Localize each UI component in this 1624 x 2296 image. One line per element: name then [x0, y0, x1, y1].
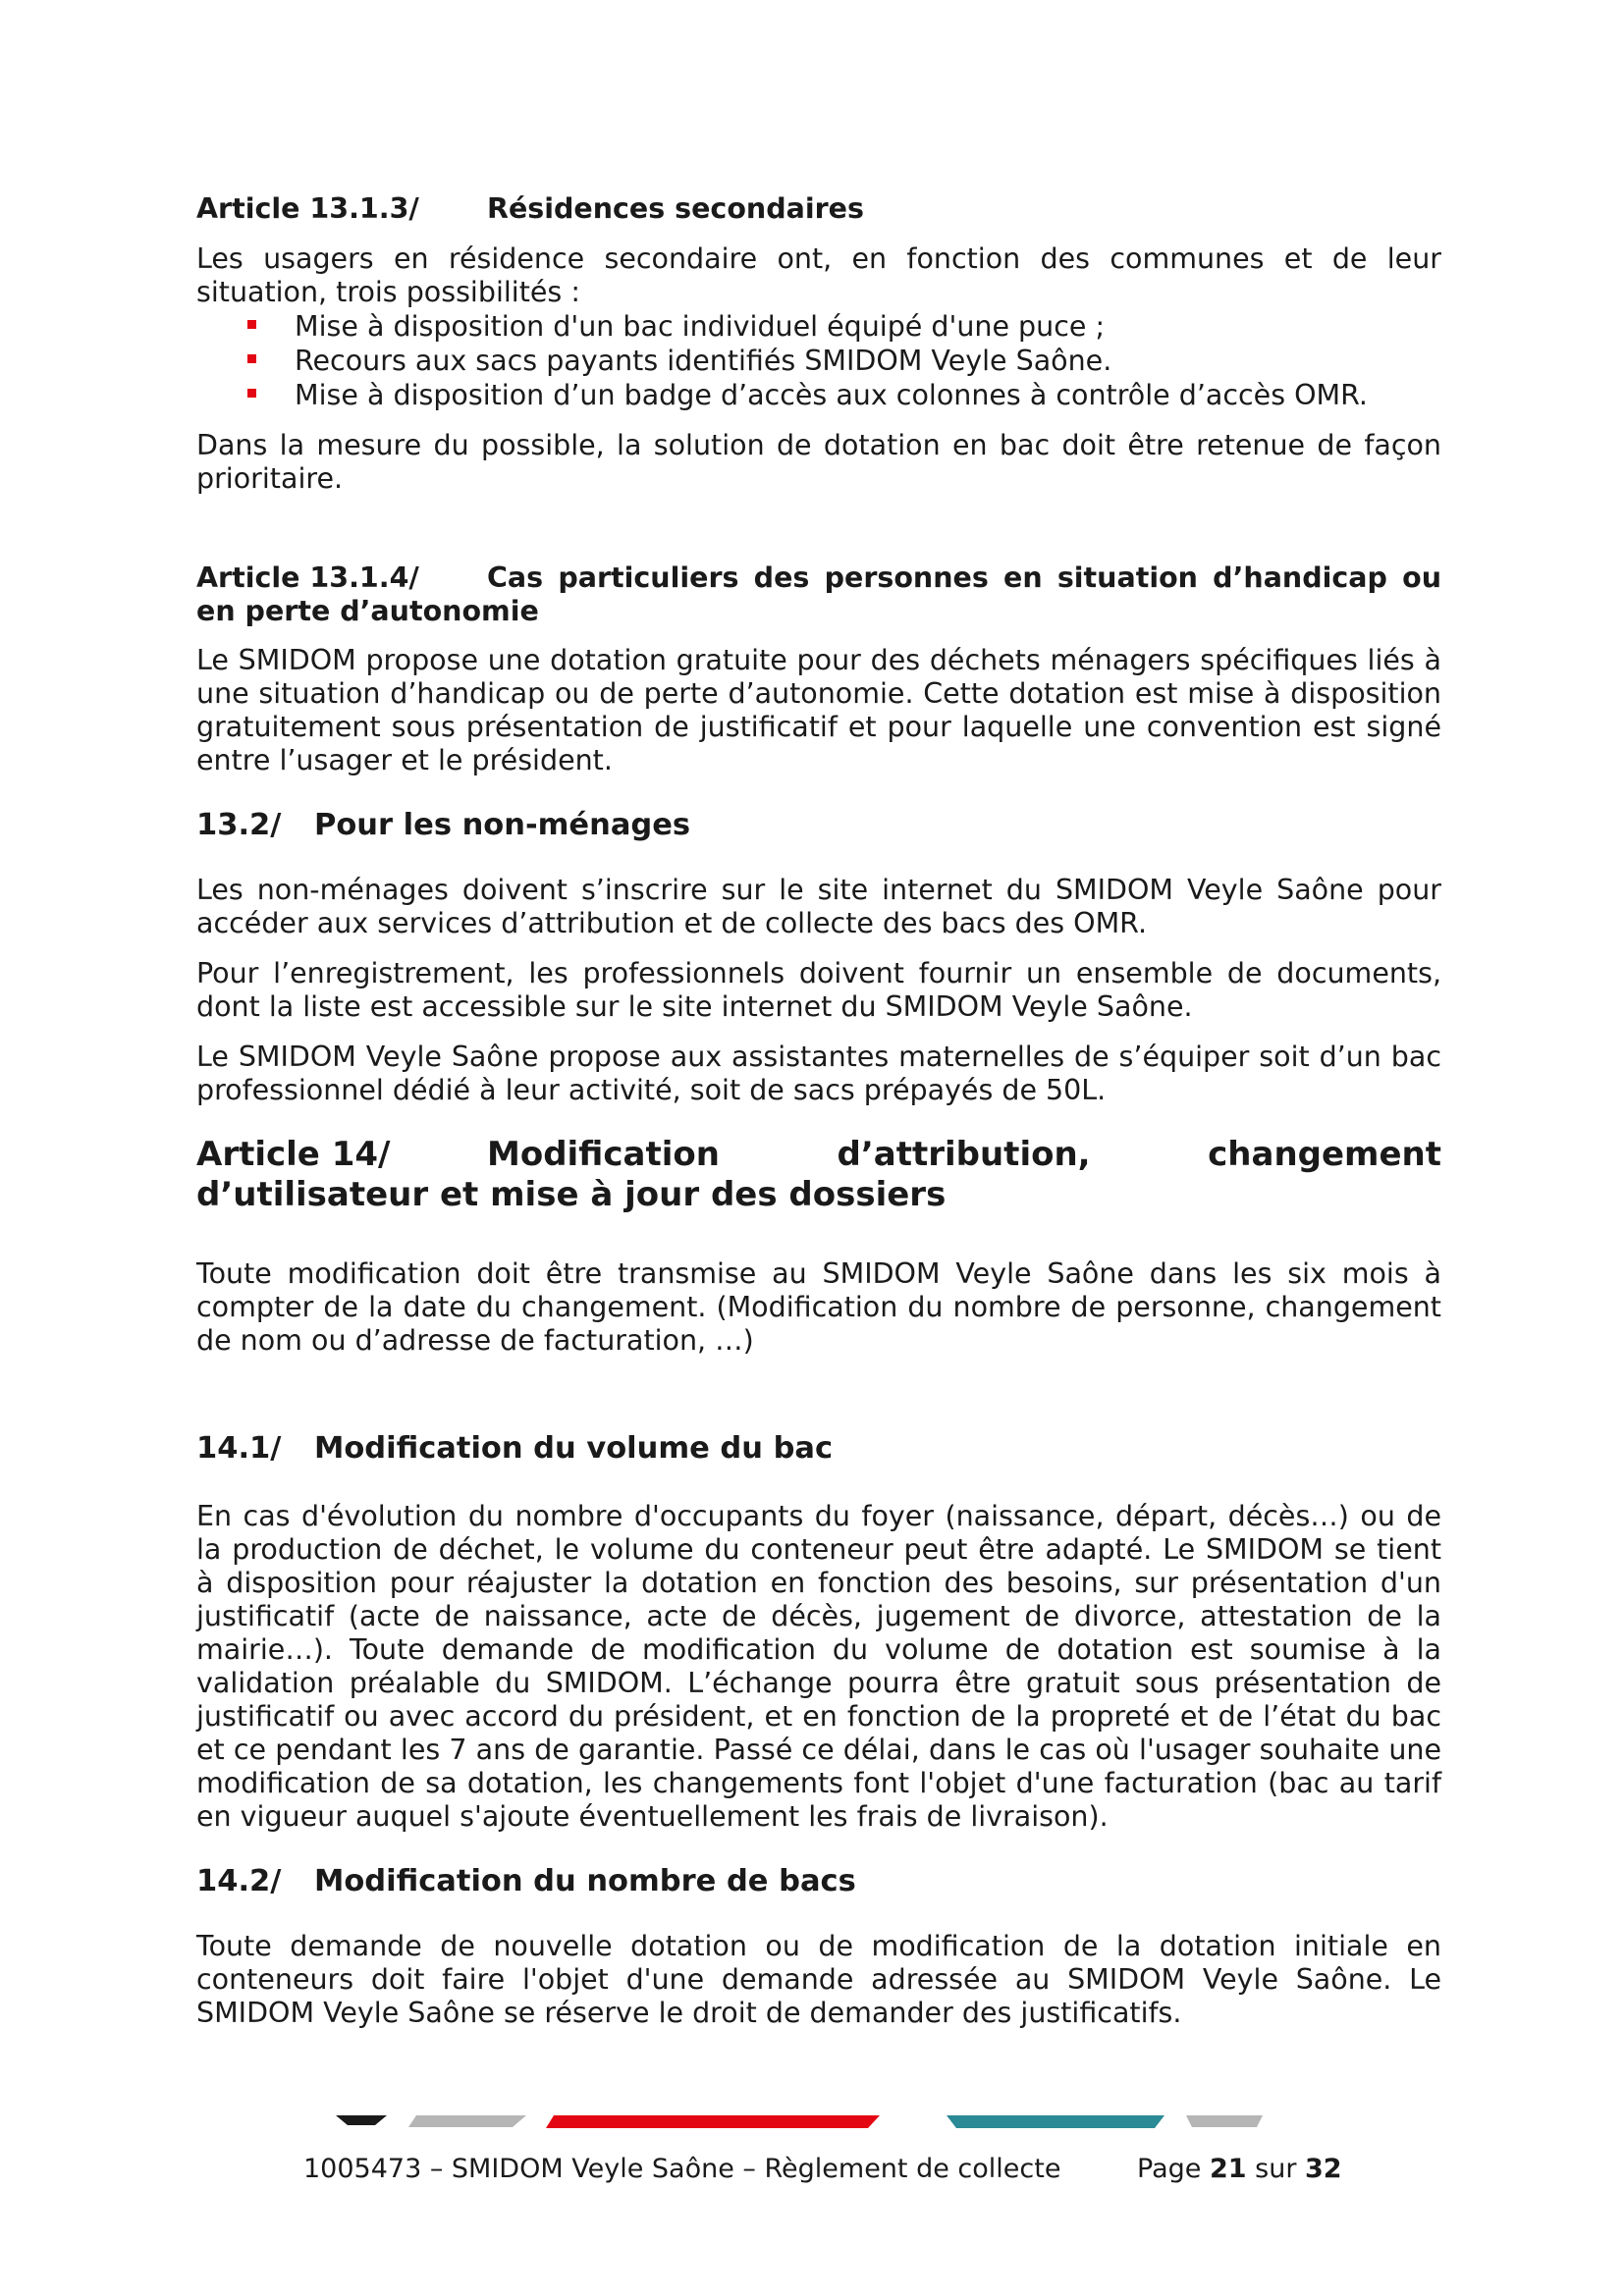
paragraph: Les usagers en résidence secondaire ont, en fonction des communes et de leur situation, trois possibilités : — [196, 242, 1441, 308]
paragraph: Le SMIDOM Veyle Saône propose aux assistantes maternelles de s’équiper soit d’un bac professionnel dédié à leur activité, soit de sacs prépayés de 50L. — [196, 1041, 1441, 1106]
section-number: 13.2/ — [196, 808, 282, 842]
footer-page-number: Page 21 sur 32 — [1137, 2154, 1342, 2184]
document-page — [196, 192, 1441, 2030]
paragraph: En cas d'évolution du nombre d'occupants du foyer (naissance, départ, décès…) ou de la production de déchet, le volume du conteneur peut être adapté. Le SMIDOM se tient à disposition pour réajuster la dotation en fonction des besoins, sur présentation d'un justificatif (acte de naissance, acte de décès, jugement de divorce, attestation de la mairie…). Toute demande de modification du volume de dotation est soumise à la validation préalable du SMIDOM. L’échange pourra être gratuit sous présentation de justificatif ou avec accord du président, et en fonction de la propreté et de l’état du bac et ce pendant les 7 ans de garantie. Passé ce délai, dans le cas où l'usager souhaite une modification de sa dotation, les changements font l'objet d'une facturation (bac au tarif en vigueur auquel s'ajoute éventuellement les frais de livraison). — [196, 1500, 1441, 1833]
paragraph: Le SMIDOM propose une dotation gratuite pour des déchets ménagers spécifiques liés à une situation d’handicap ou de perte d’autonomie. Cette dotation est mise à disposition gratuitement sous présentation de justificatif et pour laquelle une convention est signé entre l’usager et le président. — [196, 644, 1441, 776]
section-title: Modification du nombre de bacs — [314, 1864, 856, 1898]
footer-document-title: 1005473 – SMIDOM Veyle Saône – Règlement de collecte — [303, 2154, 1061, 2184]
article-13-1-4-heading — [196, 561, 1441, 628]
band-segment-teal — [947, 2115, 1164, 2128]
list-item: Recours aux sacs payants identifiés SMIDOM Veyle Saône. — [196, 344, 1441, 378]
section-13-2-heading — [196, 807, 1441, 844]
section-14-2-heading — [196, 1863, 1441, 1900]
section-14-1-heading — [196, 1430, 1441, 1468]
list-item: Mise à disposition d'un bac individuel équipé d'une puce ; — [196, 309, 1441, 344]
paragraph: Pour l’enregistrement, les professionnels doivent fournir un ensemble de documents, dont la liste est accessible sur le site internet du SMIDOM Veyle Saône. — [196, 957, 1441, 1023]
article-number: Article 13.1.4/ — [196, 561, 419, 594]
paragraph: Toute modification doit être transmise au SMIDOM Veyle Saône dans les six mois à compter de la date du changement. (Modification du nombre de personne, changement de nom ou d’adresse de facturation, …) — [196, 1257, 1441, 1357]
band-segment-black — [336, 2115, 387, 2125]
section-title: Modification du volume du bac — [314, 1431, 834, 1466]
square-bullet-icon — [247, 389, 256, 398]
bullet-list — [196, 309, 1441, 412]
section-number: 14.2/ — [196, 1864, 282, 1898]
section-title: Pour les non-ménages — [314, 808, 691, 842]
section-number: 14.1/ — [196, 1431, 282, 1466]
footer-color-band — [0, 2115, 1624, 2129]
paragraph: Dans la mesure du possible, la solution de dotation en bac doit être retenue de façon prioritaire. — [196, 429, 1441, 495]
list-item: Mise à disposition d’un badge d’accès aux colonnes à contrôle d’accès OMR. — [196, 378, 1441, 412]
article-number: Article 13.1.3/ — [196, 192, 419, 225]
band-segment-red — [546, 2115, 880, 2128]
paragraph: Les non-ménages doivent s’inscrire sur le site internet du SMIDOM Veyle Saône pour accéder aux services d’attribution et de collecte des bacs des OMR. — [196, 874, 1441, 939]
paragraph: Toute demande de nouvelle dotation ou de modification de la dotation initiale en conteneurs doit faire l'objet d'une demande adressée au SMIDOM Veyle Saône. Le SMIDOM Veyle Saône se réserve le droit de demander des justificatifs. — [196, 1930, 1441, 2029]
article-14-heading — [196, 1135, 1441, 1215]
article-title: Modification d’attribution, changement d’utilisateur et mise à jour des dossiers — [196, 1135, 1441, 1214]
square-bullet-icon — [247, 320, 256, 329]
article-13-1-3-heading — [196, 192, 1441, 226]
article-number: Article 14/ — [196, 1135, 391, 1174]
article-title: Résidences secondaires — [487, 192, 864, 225]
band-segment-grey — [408, 2115, 526, 2127]
band-segment-grey — [1186, 2115, 1263, 2127]
article-title: Cas particuliers des personnes en situation d’handicap ou en perte d’autonomie — [196, 561, 1441, 627]
square-bullet-icon — [247, 354, 256, 363]
